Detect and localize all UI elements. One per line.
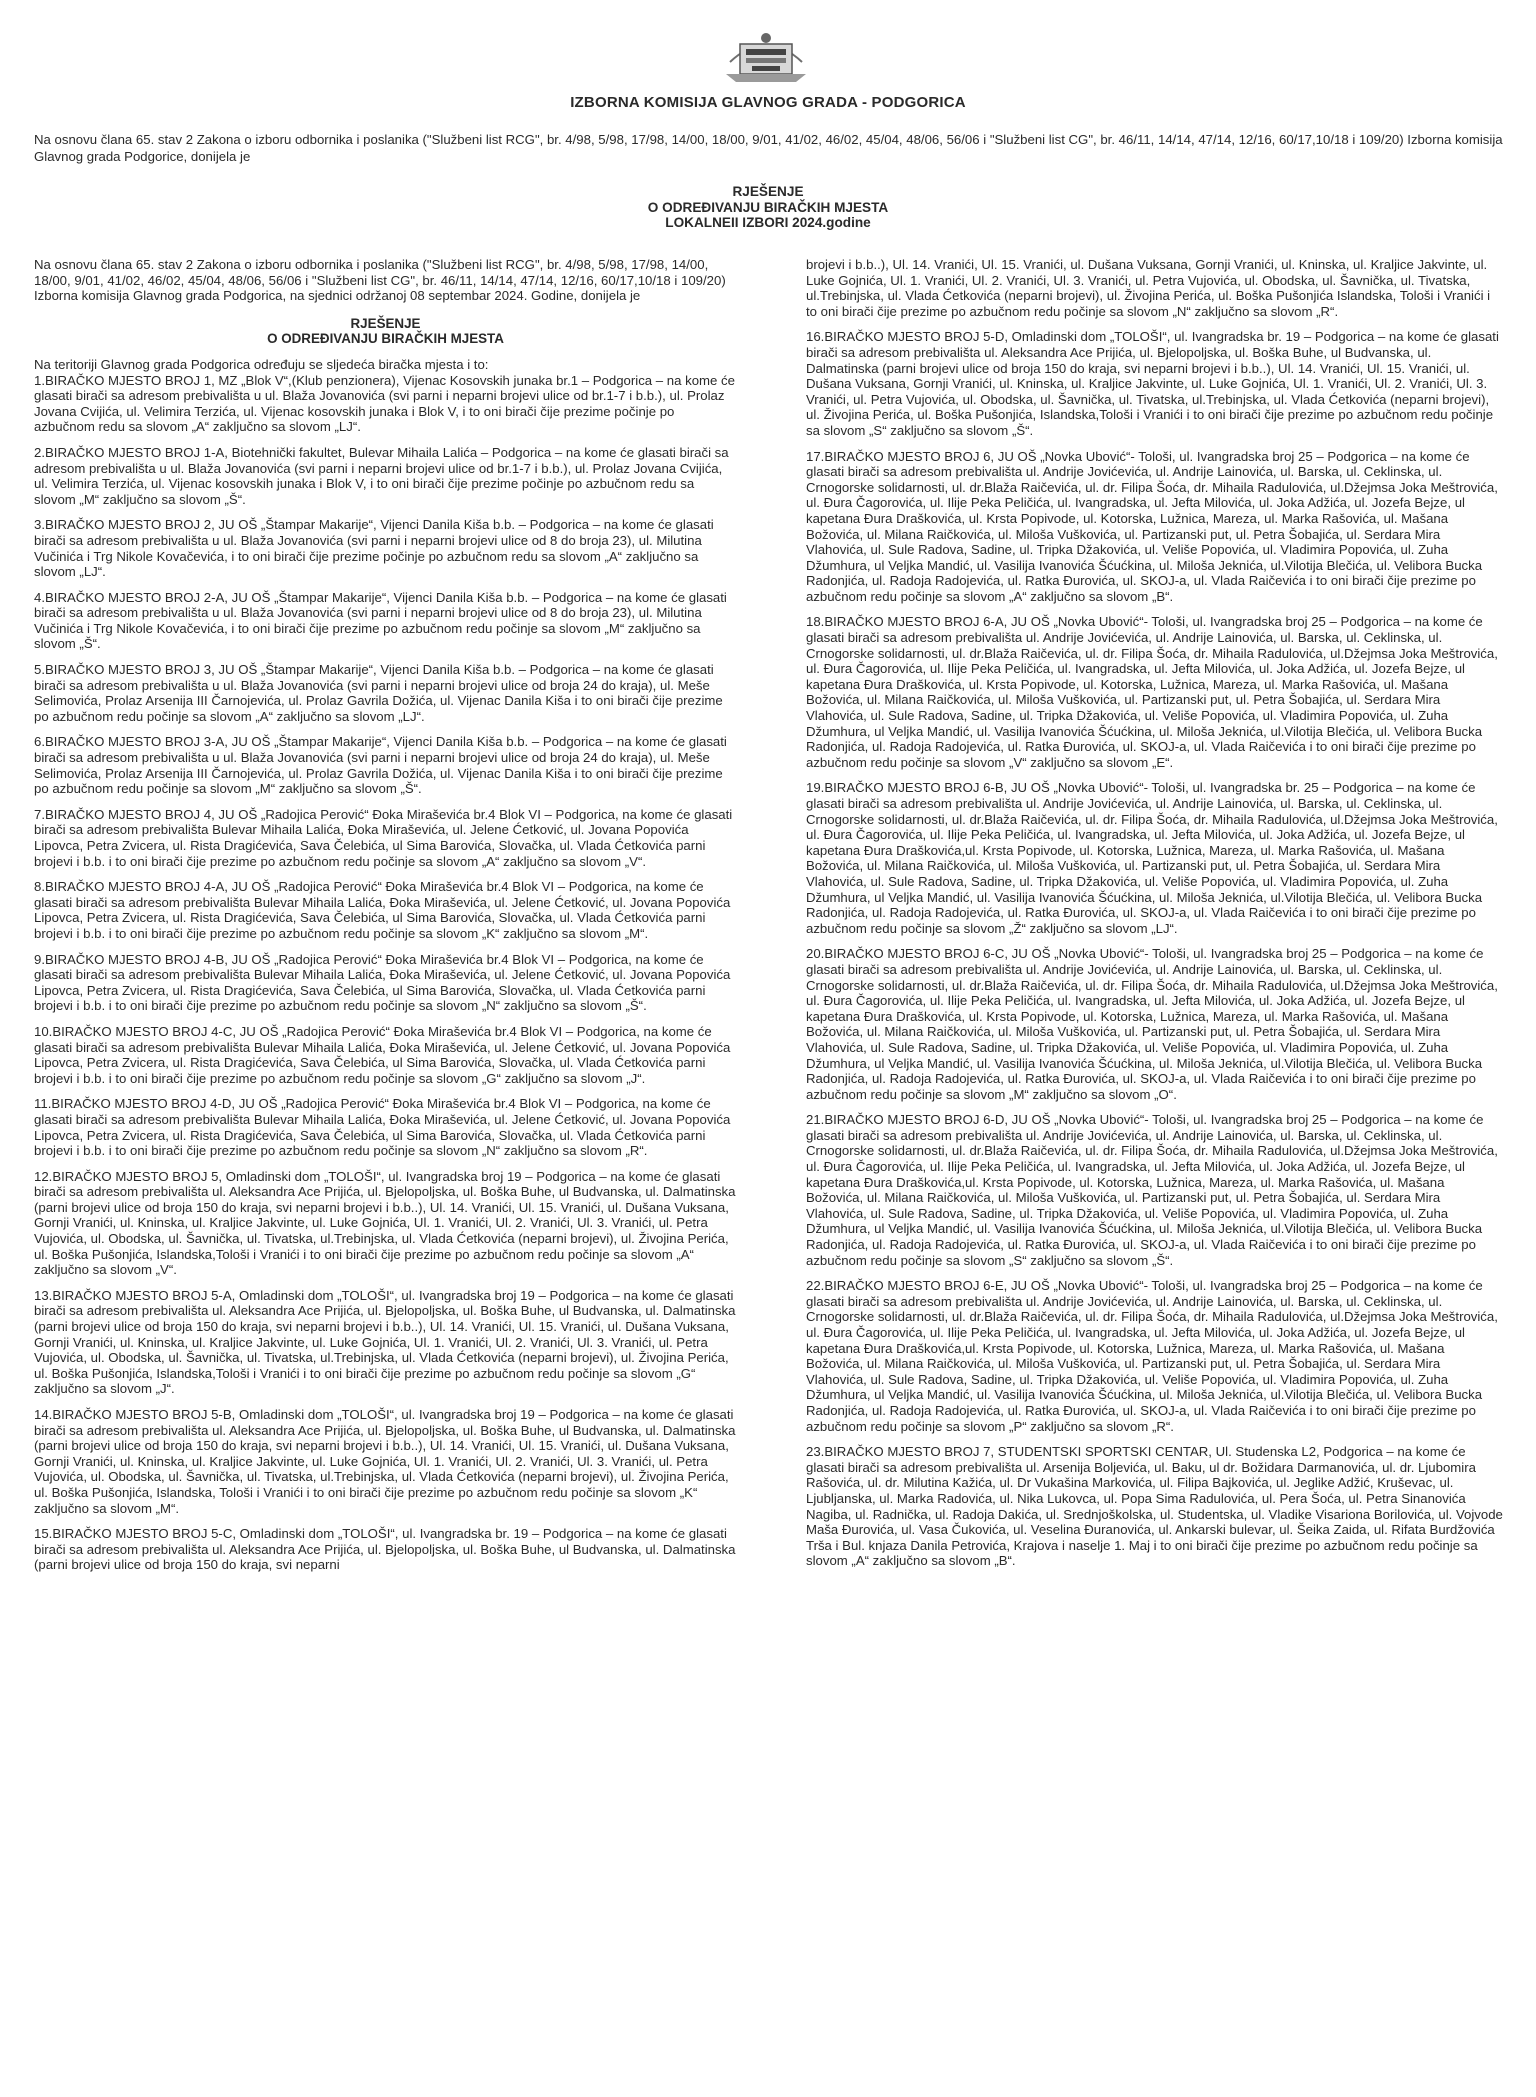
left-column [34,257,737,1583]
polling-station-item: 21.BIRAČKO MJESTO BROJ 6-D, JU OŠ „Novka Ubović“- Tološi, ul. Ivangradska broj 25 – Podgorica – na kome će glasati birači sa adresom prebivališta ul. Andrije Jovićevića, ul. Andrije Lainovića, ul. Barska, ul. Ceklinska, ul. Crnogorske solidarnosti, ul. dr.Blaža Raičevića, ul. dr. Filipa Šoća, dr. Mihaila Radulovića, ul.Džejmsa Joka Meštrovića, ul. Đura Čagorovića, ul. Ilije Peka Peličića, ul. Ivangradska, ul. Jefta Milovića, ul. Joka Adžića, ul. Jozefa Bejze, ul kapetana Đura Draškovića,ul. Krsta Popivode, ul. Kotorska, Lužnica, Mareza, ul. Marka Rašovića, ul. Mašana Božovića, ul. Milana Raičkovića, ul. Miloša Vuškovića, ul. Partizanski put, ul. Petra Šobajića, ul. Serdara Mira Vlahovića, ul. Sule Radova, Sadine, ul. Tripka Džakovića, ul. Veliše Popovića, ul. Vladimira Popovića, ul. Zuha Džumhura, ul Veljka Mandić, ul. Vasilija Ivanovića Šćućkina, ul. Miloša Jeknića, ul.Vilotija Blečića, ul. Velibora Bucka Radonjića, ul. Radoja Radojevića, ul. Ratka Đurovića, ul. SKOJ-a, ul. Vlada Raičevića i to oni birači čije prezime po azbučnom redu počinje sa slovom „S“ zaključno sa slovom „Š“. [806,1112,1498,1268]
polling-station-item: 1.BIRAČKO MJESTO BROJ 1, MZ „Blok V“,(Klub penzionera), Vijenac Kosovskih junaka br.1 – Podgorica – na kome će glasati birači sa adresom prebivališta u ul. Blaža Jovanovića (svi parni i neparni brojevi ulice od br.1-7 i b.b.), ul. Prolaz Jovana Cvijića, ul. Velimira Terzića, ul. Vijenac kosovskih junaka i Blok V, i to oni birači čije prezime počinje po azbučnom redu sa slovom „A“ zaključno sa slovom „LJ“. [34,372,735,435]
polling-station-item: 17.BIRAČKO MJESTO BROJ 6, JU OŠ „Novka Ubović“- Tološi, ul. Ivangradska broj 25 – Podgorica – na kome će glasati birači sa adresom prebivališta ul. Andrije Jovićevića, ul. Andrije Lainovića, ul. Barska, ul. Ceklinska, ul. Crnogorske solidarnosti, ul. dr.Blaža Raičevića, ul. dr. Filipa Šoća, dr. Mihaila Radulovića, ul.Džejmsa Joka Meštrovića, ul. Đura Čagorovića, ul. Ilije Peka Peličića, ul. Ivangradska, ul. Jefta Milovića, ul. Joka Adžića, ul. Jozefa Bejze, ul kapetana Đura Draškovića, ul. Krsta Popivode, ul. Kotorska, Lužnica, Mareza, ul. Marka Rašovića, ul. Mašana Božovića, ul. Milana Raičkovića, ul. Miloša Vuškovića, ul. Partizanski put, ul. Petra Šobajića, ul. Serdara Mira Vlahovića, ul. Sule Radova, Sadine, ul. Tripka Džakovića, ul. Veliše Popovića, ul. Vladimira Popovića, ul. Zuha Džumhura, ul Veljka Mandić, ul. Vasilija Ivanovića Šćućkina, ul. Miloša Jeknića, ul.Vilotija Blečića, ul. Velibora Bucka Radonjića, ul. Radoja Radojevića, ul. Ratka Đurovića, ul. SKOJ-a, ul. Vlada Raičevića i to oni birači čije prezime po azbučnom redu počinje sa slovom „A“ zaključno sa slovom „B“. [806,448,1498,604]
polling-station-item: 12.BIRAČKO MJESTO BROJ 5, Omladinski dom „TOLOŠI“, ul. Ivangradska broj 19 – Podgorica – na kome će glasati birači sa adresom prebivališta ul. Aleksandra Ace Prijića, ul. Bjelopoljska, ul. Boška Buhe, ul Budvanska, ul. Dalmatinska (parni brojevi ulice od broja 150 do kraja, svi neparni brojevi i b.b..), Ul. 14. Vranići, Ul. 15. Vranići, ul. Dušana Vuksana, Gornji Vranići, ul. Kninska, ul. Kraljice Jakvinte, ul. Luke Gojnića, Ul. 1. Vranići, Ul. 2. Vranići, Ul. 3. Vranići, ul. Petra Vujovića, ul. Obodska, ul. Šavnička, ul. Tivatska, ul.Trebinjska, ul. Vlada Ćetkovića (neparni brojevi), ul. Živojina Perića, ul. Boška Pušonjića, Islandska,Tološi i Vranići i to oni birači čije prezime po azbučnom redu počinje sa slovom „A“ zaključno sa slovom „V“. [34,1168,736,1278]
right-column [806,257,1504,1579]
polling-station-item: 9.BIRAČKO MJESTO BROJ 4-B, JU OŠ „Radojica Perović“ Đoka Miraševića br.4 Blok VI – Podgorica, na kome će glasati birači sa adresom prebivališta Bulevar Mihaila Lalića, Đoka Miraševića, ul. Jelene Ćetković, ul. Jovana Popovića Lipovca, Petra Zvicera, ul. Rista Dragićevića, Sava Čelebića, ul Sima Barovića, Slovačka, ul. Vlada Ćetkovića parni brojevi i b.b. i to oni birači čije prezime po azbučnom redu počinje sa slovom „N“ zaključno sa slovom „Š“. [34,951,731,1014]
intro-paragraph: Na osnovu člana 65. stav 2 Zakona o izboru odbornika i poslanika ("Službeni list RCG", br. 4/98, 5/98, 17/98, 14/00, 18/00, 9/01, 41/02, 46/02, 45/04, 48/06, 56/06 i "Službeni list CG", br. 46/11, 14/14, 47/14, 12/16, 60/17,10/18 i 109/20) Izborna komisija Glavnog grada Podgorice, donijela je [34,132,1503,164]
polling-station-item: 14.BIRAČKO MJESTO BROJ 5-B, Omladinski dom „TOLOŠI“, ul. Ivangradska broj 19 – Podgorica – na kome će glasati birači sa adresom prebivališta ul. Aleksandra Ace Prijića, ul. Bjelopoljska, ul. Boška Buhe, ul Budvanska, ul. Dalmatinska (parni brojevi ulice od broja 150 do kraja, svi neparni brojevi i b.b..), Ul. 14. Vranići, Ul. 15. Vranići, ul. Dušana Vuksana, Gornji Vranići, ul. Kninska, ul. Kraljice Jakvinte, ul. Luke Gojnića, Ul. 1. Vranići, Ul. 2. Vranići, Ul. 3. Vranići, ul. Petra Vujovića, ul. Obodska, ul. Šavnička, ul. Tivatska, ul.Trebinjska, ul. Vlada Ćetkovića (neparni brojevi), ul. Živojina Perića, ul. Boška Pušonjića, Islandska, Tološi i Vranići i to oni birači čije prezime po azbučnom redu počinje sa slovom „K“ zaključno sa slovom „M“. [34,1407,736,1516]
sub-heading [34,316,737,347]
polling-station-item: 18.BIRAČKO MJESTO BROJ 6-A, JU OŠ „Novka Ubović“- Tološi, ul. Ivangradska broj 25 – Podgorica – na kome će glasati birači sa adresom prebivališta ul. Andrije Jovićevića, ul. Andrije Lainovića, ul. Barska, ul. Ceklinska, ul. Crnogorske solidarnosti, ul. dr.Blaža Raičevića, ul. dr. Filipa Šoća, dr. Mihaila Radulovića, ul.Džejmsa Joka Meštrovića, ul. Đura Čagorovića, ul. Ilije Peka Peličića, ul. Ivangradska, ul. Jefta Milovića, ul. Joka Adžića, ul. Jozefa Bejze, ul kapetana Đura Draškovića, ul. Krsta Popivode, ul. Kotorska, Lužnica, Mareza, ul. Marka Rašovića, ul. Mašana Božovića, ul. Milana Raičkovića, ul. Miloša Vuškovića, ul. Partizanski put, ul. Petra Šobajića, ul. Serdara Mira Vlahovića, ul. Sule Radova, Sadine, ul. Tripka Džakovića, ul. Veliše Popovića, ul. Vladimira Popovića, ul. Zuha Džumhura, ul Veljka Mandić, ul. Vasilija Ivanovića Šćućkina, ul. Miloša Jeknića, ul.Vilotija Blečića, ul. Velibora Bucka Radonjića, ul. Radoja Radojevića, ul. Ratka Đurovića, ul. SKOJ-a, ul. Vlada Raičevića i to oni birači čije prezime po azbučnom redu počinje sa slovom „V“ zaključno sa slovom „E“. [806,614,1498,770]
polling-station-item: 2.BIRAČKO MJESTO BROJ 1-A, Biotehnički fakultet, Bulevar Mihaila Lalića – Podgorica – na kome će glasati birači sa adresom prebivališta u ul. Blaža Jovanovića (svi parni i neparni brojevi ulice od br.1-7 i b.b.), ul. Prolaz Jovana Cvijića, ul. Velimira Terzića, ul. Vijenac kosovskih junaka i Blok V, i to oni birači čije prezime počinje po azbučnom redu sa slovom „M“ zaključno sa slovom „Š“. [34,444,729,507]
polling-station-item: 6.BIRAČKO MJESTO BROJ 3-A, JU OŠ „Štampar Makarije“, Vijenci Danila Kiša b.b. – Podgorica – na kome će glasati birači sa adresom prebivališta u ul. Blaža Jovanovića (svi parni i neparni brojevi ulice od broja 24 do kraja), ul. Meše Selimovića, Prolaz Arsenija III Čarnojevića, ul. Prolaz Gavrila Dožića, ul. Vijenac Danila Kiša i to oni birači čije prezime po azbučnom redu počinje sa slovom „M“ zaključno sa slovom „Š“. [34,734,727,797]
polling-station-item: 20.BIRAČKO MJESTO BROJ 6-C, JU OŠ „Novka Ubović“- Tološi, ul. Ivangradska broj 25 – Podgorica – na kome će glasati birači sa adresom prebivališta ul. Andrije Jovićevića, ul. Andrije Lainovića, ul. Barska, ul. Ceklinska, ul. Crnogorske solidarnosti, ul. dr.Blaža Raičevića, ul. dr. Filipa Šoća, dr. Mihaila Radulovića, ul.Džejmsa Joka Meštrovića, ul. Đura Čagorovića, ul. Ilije Peka Peličića, ul. Ivangradska, ul. Jefta Milovića, ul. Joka Adžića, ul. Jozefa Bejze, ul kapetana Đura Draškovića, ul. Krsta Popivode, ul. Kotorska, Lužnica, Mareza, ul. Marka Rašovića, ul. Mašana Božovića, ul. Milana Raičkovića, ul. Miloša Vuškovića, ul. Partizanski put, ul. Petra Šobajića, ul. Serdara Mira Vlahovića, ul. Sule Radova, Sadine, ul. Tripka Džakovića, ul. Veliše Popovića, ul. Vladimira Popovića, ul. Zuha Džumhura, ul Veljka Mandić, ul. Vasilija Ivanovića Šćućkina, ul. Miloša Jeknića, ul.Vilotija Blečića, ul. Velibora Bucka Radonjića, ul. Radoja Radojevića, ul. Ratka Đurovića, ul. SKOJ-a, ul. Vlada Raičevića i to oni birači čije prezime po azbučnom redu počinje sa slovom „M“ zaključno sa slovom „O“. [806,946,1498,1102]
organization-title: IZBORNA KOMISIJA GLAVNOG GRADA - PODGORICA [570,94,966,111]
polling-station-item: 16.BIRAČKO MJESTO BROJ 5-D, Omladinski dom „TOLOŠI“, ul. Ivangradska br. 19 – Podgorica – na kome će glasati birači sa adresom prebivališta ul. Aleksandra Ace Prijića, ul. Bjelopoljska, ul. Boška Buhe, ul Budvanska, ul. Dalmatinska (parni brojevi ulice od broja 150 do kraja, svi neparni brojevi i b.b..), Ul. 14. Vranići, Ul. 15. Vranići, ul. Dušana Vuksana, Gornji Vranići, ul. Kninska, ul. Kraljice Jakvinte, ul. Luke Gojnića, Ul. 1. Vranići, Ul. 2. Vranići, Ul. 3. Vranići, ul. Petra Vujovića, ul. Obodska, ul. Šavnička, ul. Tivatska, ul.Trebinjska, ul. Vlada Ćetkovića (neparni brojevi), ul. Živojina Perića, ul. Boška Pušonjića, Islandska,Tološi i Vranići i to oni birači čije prezime po azbučnom redu počinje sa slovom „S“ zaključno sa slovom „Š“. [806,329,1499,438]
polling-station-item: 13.BIRAČKO MJESTO BROJ 5-A, Omladinski dom „TOLOŠI“, ul. Ivangradska broj 19 – Podgorica – na kome će glasati birači sa adresom prebivališta ul. Aleksandra Ace Prijića, ul. Bjelopoljska, ul. Boška Buhe, ul Budvanska, ul. Dalmatinska (parni brojevi ulice od broja 150 do kraja, svi neparni brojevi i b.b..), Ul. 14. Vranići, Ul. 15. Vranići, ul. Dušana Vuksana, Gornji Vranići, ul. Kninska, ul. Kraljice Jakvinte, ul. Luke Gojnića, Ul. 1. Vranići, Ul. 2. Vranići, Ul. 3. Vranići, ul. Petra Vujovića, ul. Obodska, ul. Šavnička, ul. Tivatska, ul.Trebinjska, ul. Vlada Ćetkovića (neparni brojevi), ul. Živojina Perića, ul. Boška Pušonjića, Islandska,Tološi i Vranići i to oni birači čije prezime po azbučnom redu počinje sa slovom „G“ zaključno sa slovom „J“. [34,1287,736,1397]
sub-heading-line-2: O ODREĐIVANJU BIRAČKIH MJESTA [267,331,504,347]
polling-station-item: 5.BIRAČKO MJESTO BROJ 3, JU OŠ „Štampar Makarije“, Vijenci Danila Kiša b.b. – Podgorica – na kome će glasati birači sa adresom prebivališta u ul. Blaža Jovanovića (svi parni i neparni brojevi ulice od broja 24 do kraja), ul. Meše Selimovića, Prolaz Arsenija III Čarnojevića, ul. Prolaz Gavrila Dožića, ul. Vijenac Danila Kiša i to oni birači čije prezime po azbučnom redu počinje sa slovom „A“ zaključno sa slovom „LJ“. [34,662,723,724]
polling-station-item: 15.BIRAČKO MJESTO BROJ 5-C, Omladinski dom „TOLOŠI“, ul. Ivangradska br. 19 – Podgorica – na kome će glasati birači sa adresom prebivališta ul. Aleksandra Ace Prijića, ul. Bjelopoljska, ul. Boška Buhe, ul Budvanska, ul. Dalmatinska (parni brojevi ulice od broja 150 do kraja, svi neparni [34,1526,736,1573]
heading-line-3: LOKALNEII IZBORI 2024.godine [665,215,871,230]
sub-heading-line-1: RJEŠENJE [350,315,421,331]
polling-station-item: 3.BIRAČKO MJESTO BROJ 2, JU OŠ „Štampar Makarije“, Vijenci Danila Kiša b.b. – Podgorica – na kome će glasati birači sa adresom prebivališta u ul. Blaža Jovanovića (svi parni i neparni brojevi ulice od 8 do broja 23), ul. Milutina Vučinića i Trg Nikole Kovačevića, i to oni birači čije prezime počinje po azbučnom redu sa slovom „A“ zaključno sa slovom „LJ“. [34,517,714,580]
polling-station-item: 7.BIRAČKO MJESTO BROJ 4, JU OŠ „Radojica Perović“ Đoka Miraševića br.4 Blok VI – Podgorica, na kome će glasati birači sa adresom prebivališta Bulevar Mihaila Lalića, Đoka Miraševića, ul. Jelene Ćetković, ul. Jovana Popovića Lipovca, Petra Zvicera, ul. Rista Dragićevića, Sava Čelebića, ul Sima Barovića, Slovačka, ul. Vlada Ćetkovića parni brojevi i b.b. i to oni birači čije prezime po azbučnom redu počinje sa slovom „A“ zaključno sa slovom „V“. [34,806,733,869]
decision-heading [0,184,1536,231]
left-intro-paragraph: Na osnovu člana 65. stav 2 Zakona o izboru odbornika i poslanika ("Službeni list RCG", br. 4/98, 5/98, 17/98, 14/00, 18/00, 9/01, 41/02, 46/02, 45/04, 48/06, 56/06 i "Službeni list CG", br. 46/11, 14/14, 47/14, 12/16, 60/17,10/18 i 109/20) Izborna komisija Glavnog grada Podgorica, na sjednici održanoj 08 septembar 2024. Godine, donijela je [34,257,726,304]
polling-station-item: 8.BIRAČKO MJESTO BROJ 4-A, JU OŠ „Radojica Perović“ Đoka Miraševića br.4 Blok VI – Podgorica, na kome će glasati birači sa adresom prebivališta Bulevar Mihaila Lalića, Đoka Miraševića, ul. Jelene Ćetković, ul. Jovana Popovića Lipovca, Petra Zvicera, ul. Rista Dragićevića, Sava Čelebića, ul Sima Barovića, Slovačka, ul. Vlada Ćetkovića parni brojevi i b.b. i to oni birači čije prezime po azbučnom redu počinje sa slovom „K“ zaključno sa slovom „M“. [34,879,731,941]
polling-station-item: 10.BIRAČKO MJESTO BROJ 4-C, JU OŠ „Radojica Perović“ Đoka Miraševića br.4 Blok VI – Podgorica, na kome će glasati birači sa adresom prebivališta Bulevar Mihaila Lalića, Đoka Miraševića, ul. Jelene Ćetković, ul. Jovana Popovića Lipovca, Petra Zvicera, ul. Rista Dragićevića, Sava Čelebića, ul Sima Barovića, Slovačka, ul. Vlada Ćetkovića parni brojevi i b.b. i to oni birači čije prezime po azbučnom redu počinje sa slovom „G“ zaključno sa slovom „J“. [34,1023,731,1086]
polling-station-item: 23.BIRAČKO MJESTO BROJ 7, STUDENTSKI SPORTSKI CENTAR, Ul. Studenska L2, Podgorica – na kome će glasati birači sa adresom prebivališta ul. Arsenija Boljevića, ul. Baku, ul dr. Božidara Darmanovića, ul. dr. Ljubomira Rašovića, ul. dr. Milutina Kažića, ul. Dr Vukašina Markovića, ul. Filipa Bajkovića, ul. Jeglike Adžić, Kruševac, ul. Ljubljanska, ul. Marka Radovića, ul. Nika Lukovca, ul. Popa Sima Radulovića, ul. Pera Šoća, ul. Petra Sinanovića Nagiba, ul. Radnička, ul. Radoja Dakića, ul. Srednjoškolska, ul. Studentska, ul. Vladike Visariona Borilovića, ul. Vojvode Maša Đurovića, ul. Vasa Čukovića, ul. Veselina Đuranovića, ul. Ankarski bulevar, ul. Šeika Zaida, ul. Rifata Burdžovića Trša i Bul. knjaza Danila Petrovića, Krajova i naselje 1. Maj i to oni birači čije prezime po azbučnom redu počinje sa slovom „A“ zaključno sa slovom „B“. [806,1444,1503,1569]
polling-station-item: 22.BIRAČKO MJESTO BROJ 6-E, JU OŠ „Novka Ubović“- Tološi, ul. Ivangradska broj 25 – Podgorica – na kome će glasati birači sa adresom prebivališta ul. Andrije Jovićevića, ul. Andrije Lainovića, ul. Barska, ul. Ceklinska, ul. Crnogorske solidarnosti, ul. dr.Blaža Raičevića, ul. dr. Filipa Šoća, dr. Mihaila Radulovića, ul.Džejmsa Joka Meštrovića, ul. Đura Čagorovića, ul. Ilije Peka Peličića, ul. Ivangradska, ul. Jefta Milovića, ul. Joka Adžića, ul. Jozefa Bejze, ul kapetana Đura Draškovića,ul. Krsta Popivode, ul. Kotorska, Lužnica, Mareza, ul. Marka Rašovića, ul. Mašana Božovića, ul. Milana Raičkovića, ul. Miloša Vuškovića, ul. Partizanski put, ul. Petra Šobajića, ul. Serdara Mira Vlahovića, ul. Sule Radova, Sadine, ul. Tripka Džakovića, ul. Veliše Popovića, ul. Vladimira Popovića, ul. Zuha Džumhura, ul Veljka Mandić, ul. Vasilija Ivanovića Šćućkina, ul. Miloša Jeknića, ul.Vilotija Blečića, ul. Velibora Bucka Radonjića, ul. Radoja Radojevića, ul. Ratka Đurovića, ul. SKOJ-a, ul. Vlada Raičevića i to oni birači čije prezime po azbučnom redu počinje sa slovom „P“ zaključno sa slovom „R“. [806,1278,1498,1434]
heading-line-2: O ODREĐIVANJU BIRAČKIH MJESTA [647,199,889,215]
polling-station-item-continued: brojevi i b.b..), Ul. 14. Vranići, Ul. 15. Vranići, ul. Dušana Vuksana, Gornji Vranići, ul. Kninska, ul. Kraljice Jakvinte, ul. Luke Gojnića, Ul. 1. Vranići, Ul. 2. Vranići, Ul. 3. Vranići, ul. Petra Vujovića, ul. Obodska, ul. Šavnička, ul. Tivatska, ul.Trebinjska, ul. Vlada Ćetkovića (neparni brojevi), ul. Živojina Perića, ul. Boška Pušonjića Islandska, Tološi i Vranići i to oni birači čije prezime po azbučnom redu počinje sa slovom „N“ zaključno sa slovom „R“. [806,257,1491,319]
polling-station-item: 19.BIRAČKO MJESTO BROJ 6-B, JU OŠ „Novka Ubović“- Tološi, ul. Ivangradska br. 25 – Podgorica – na kome će glasati birači sa adresom prebivališta ul. Andrije Jovićevića, ul. Andrije Lainovića, ul. Barska, ul. Ceklinska, ul. Crnogorske solidarnosti, ul. dr.Blaža Raičevića, ul. dr. Filipa Šoća, dr. Mihaila Radulovića, ul.Džejmsa Joka Meštrovića, ul. Đura Čagorovića, ul. Ilije Peka Peličića, ul. Ivangradska, ul. Jefta Milovića, ul. Joka Adžića, ul. Jozefa Bejze, ul kapetana Đura Draškovića,ul. Krsta Popivode, ul. Kotorska, Lužnica, Mareza, ul. Marka Rašovića, ul. Mašana Božovića, ul. Milana Raičkovića, ul. Miloša Vuškovića, ul. Partizanski put, ul. Petra Šobajića, ul. Serdara Mira Vlahovića, ul. Sule Radova, Sadine, ul. Tripka Džakovića, ul. Veliše Popovića, ul. Vladimira Popovića, ul. Zuha Džumhura, ul Veljka Mandić, ul. Vasilija Ivanovića Šćućkina, ul. Miloša Jeknića, ul.Vilotija Blečića, ul. Velibora Bucka Radonjića, ul. Radoja Radojevića, ul. Ratka Đurovića, ul. SKOJ-a, ul. Vlada Raičevića i to oni birači čije prezime po azbučnom redu počinje sa slovom „Ž“ zaključno sa slovom „LJ“. [806,780,1498,936]
polling-station-item: 11.BIRAČKO MJESTO BROJ 4-D, JU OŠ „Radojica Perović“ Đoka Miraševića br.4 Blok VI – Podgorica, na kome će glasati birači sa adresom prebivališta Bulevar Mihaila Lalića, Đoka Miraševića, ul. Jelene Ćetković, ul. Jovana Popovića Lipovca, Petra Zvicera, ul. Rista Dragićevića, Sava Čelebića, ul Sima Barovića, Slovačka, ul. Vlada Ćetkovića parni brojevi i b.b. i to oni birači čije prezime po azbučnom redu počinje sa slovom „N“ zaključno sa slovom „R“. [34,1096,731,1159]
heading-line-1: RJEŠENJE [732,184,804,199]
polling-station-item: 4.BIRAČKO MJESTO BROJ 2-A, JU OŠ „Štampar Makarije“, Vijenci Danila Kiša b.b. – Podgorica – na kome će glasati birači sa adresom prebivališta u ul. Blaža Jovanovića (svi parni i neparni brojevi ulice od 8 do broja 23), ul. Milutina Vučinića i Trg Nikole Kovačevića, i to oni birači čije prezime po azbučnom redu počinje sa slovom „M“ zaključno sa slovom „Š“. [34,589,727,652]
territory-statement: Na teritoriji Glavnog grada Podgorica određuju se sljedeća biračka mjesta i to: [34,356,489,372]
crest-emblem-icon [716,22,816,86]
